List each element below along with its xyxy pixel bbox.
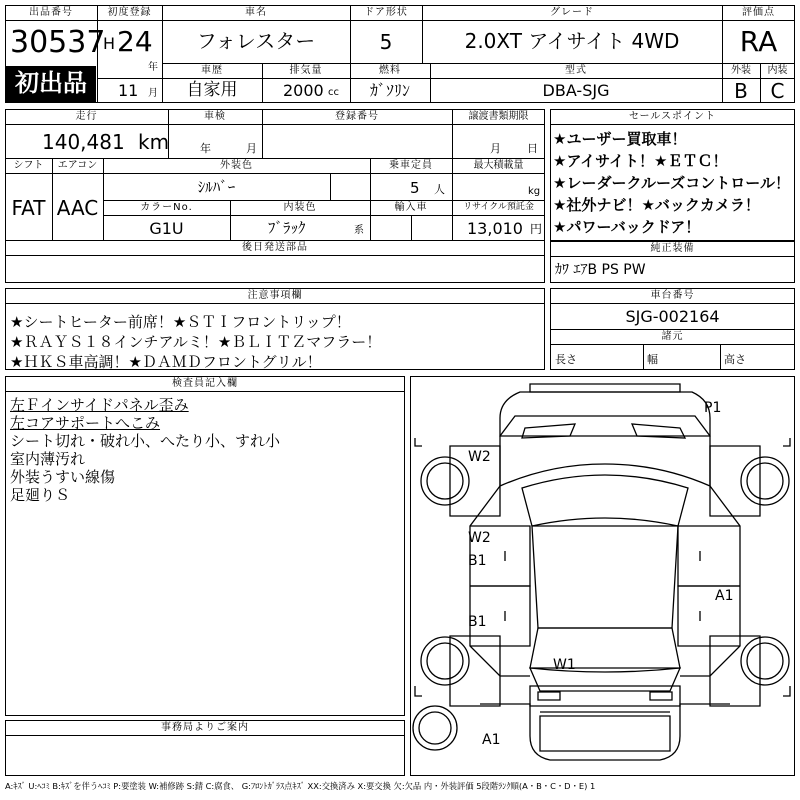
inspector-label: 検査員記入欄 <box>172 378 238 389</box>
remarks-label: 注意事項欄 <box>247 290 303 301</box>
car-name-label: 車名 <box>245 7 267 18</box>
damage-mark: W1 <box>553 657 576 673</box>
score-label: 評価点 <box>742 7 775 18</box>
mileage-label: 走行 <box>75 111 98 122</box>
first-reg-year: 24 <box>117 25 153 58</box>
plate-label: 登録番号 <box>335 111 379 122</box>
grade-label: グレード <box>550 7 594 18</box>
office-label: 事務局よりご案内 <box>161 722 249 733</box>
color-no-label: カラーNo. <box>140 202 193 213</box>
height-label: 高さ <box>724 353 746 366</box>
inspector-note: 外装うすい線傷 <box>10 468 116 486</box>
mileage-unit: km <box>138 130 170 154</box>
damage-mark: A1 <box>715 588 734 604</box>
ac-label: エアコン <box>57 160 98 171</box>
doors: 5 <box>379 30 393 54</box>
transfer-month-unit: 月 <box>490 142 501 155</box>
chassis-label: 車台番号 <box>650 290 695 301</box>
transfer-label: 譲渡書類期限 <box>468 111 529 122</box>
model: DBA-SJG <box>542 81 610 100</box>
displacement-label: 排気量 <box>289 65 323 76</box>
lot-number: 30537 <box>10 25 106 60</box>
era: H <box>103 34 116 53</box>
interior-label: 内装 <box>767 65 788 76</box>
int-color-label: 内装色 <box>283 202 317 213</box>
year-unit: 年 <box>148 62 158 73</box>
recycle: 13,010 <box>467 219 523 238</box>
sales-point-item: ★ユーザー買取車！ <box>553 130 687 148</box>
chassis-number: SJG-002164 <box>625 307 720 326</box>
shift-label: シフト <box>13 160 44 171</box>
damage-mark: W2 <box>468 530 491 546</box>
sales-point-item: ★社外ナビ！★バックカメラ！ <box>553 196 760 214</box>
sales-point-item: ★レーダークルーズコントロール！ <box>553 174 790 192</box>
width-label: 幅 <box>647 353 658 366</box>
model-label: 型式 <box>565 65 587 76</box>
damage-mark: A1 <box>482 732 501 748</box>
color-no: G1U <box>149 219 184 238</box>
first-reg-label: 初度登録 <box>107 7 152 18</box>
lot-number-label: 出品番号 <box>29 7 73 18</box>
exterior-grade: B <box>734 79 748 103</box>
inspector-note: 足廻りＳ <box>10 486 71 504</box>
ac: AAC <box>56 196 99 220</box>
car-diagram <box>410 376 795 776</box>
inspector-note: シート切れ・破れ小、へたり小、すれ小 <box>10 432 281 450</box>
max-load-label: 最大積載量 <box>473 160 524 171</box>
first-reg-month: 11 <box>118 81 139 100</box>
specs-label: 諸元 <box>661 331 684 342</box>
recycle-label: リサイクル預託金 <box>463 202 534 212</box>
history-label: 車歴 <box>201 65 223 76</box>
first-listing-label: 初出品 <box>15 69 87 97</box>
length-label: 長さ <box>555 353 577 366</box>
inspector-note: 左コアサポートへこみ <box>10 414 161 432</box>
equipment-label: 純正装備 <box>650 243 695 254</box>
damage-mark: P1 <box>704 400 722 416</box>
equipment-value: ｶﾜ ｴｱB PS PW <box>555 262 646 278</box>
max-load-unit: kg <box>528 186 541 197</box>
inspector-note: 左Ｆインサイドパネル歪み <box>10 396 189 414</box>
fuel: ｶﾞｿﾘﾝ <box>369 81 410 100</box>
inspection-month-unit: 月 <box>246 142 257 155</box>
capacity: 5 <box>410 179 420 197</box>
door-label: ドア形状 <box>364 7 408 18</box>
capacity-unit: 人 <box>434 183 445 196</box>
sales-point-item: ★パワーバックドア！ <box>553 218 701 236</box>
ext-color-label: 外装色 <box>220 160 253 171</box>
score: RA <box>739 25 778 58</box>
damage-mark: W2 <box>468 449 491 465</box>
displacement: 2000 <box>283 81 324 100</box>
mileage: 140,481 <box>42 130 125 154</box>
inspection-year-unit: 年 <box>200 142 211 155</box>
int-color: ﾌﾞﾗｯｸ <box>268 219 306 237</box>
legend: A:ｷｽﾞ U:ﾍｺﾐ B:ｷｽﾞを伴うﾍｺﾐ P:要塗装 W:補修跡 S:錆 C:腐食、 G:ﾌﾛﾝﾄｶﾞﾗｽ点ｷｽﾞ XX:交換済み X:要交換 欠:欠品 内・外装評価 5段階ﾗﾝｸ順(A・B・C・D・E) 1 <box>5 781 596 791</box>
month-unit: 月 <box>148 88 158 99</box>
sales-point-item: ★アイサイト！★ＥＴＣ！ <box>553 152 728 170</box>
inspector-note: 室内薄汚れ <box>10 450 86 468</box>
remark-line: ★ＲＡＹＳ１８インチアルミ！★ＢＬＩＴＺマフラー！ <box>10 333 382 351</box>
capacity-label: 乗車定員 <box>389 160 433 171</box>
car-name: フォレスター <box>196 29 316 53</box>
int-color-suffix: 系 <box>354 225 364 236</box>
history: 自家用 <box>186 80 238 100</box>
damage-mark: B1 <box>468 553 487 569</box>
import-label: 輸入車 <box>394 202 428 213</box>
remark-line: ★シートヒーター前席！★ＳＴＩフロントリップ！ <box>10 313 351 331</box>
later-parts-label: 後日発送部品 <box>242 242 308 253</box>
ext-color: ｼﾙﾊﾞｰ <box>197 178 236 196</box>
damage-mark: B1 <box>468 614 487 630</box>
transfer-day-unit: 日 <box>527 142 538 155</box>
interior-grade: C <box>770 79 785 103</box>
sales-points-label: セールスポイント <box>628 111 717 122</box>
grade: 2.0XT アイサイト 4WD <box>464 29 680 53</box>
fuel-label: 燃料 <box>379 65 401 76</box>
recycle-unit: 円 <box>530 222 543 236</box>
remark-line: ★ＨＫＳ車高調！★ＤＡＭＤフロントグリル！ <box>10 353 322 371</box>
inspection-label: 車検 <box>204 111 226 122</box>
exterior-label: 外装 <box>731 65 751 76</box>
shift: FAT <box>11 196 46 220</box>
displacement-unit: cc <box>328 87 339 98</box>
